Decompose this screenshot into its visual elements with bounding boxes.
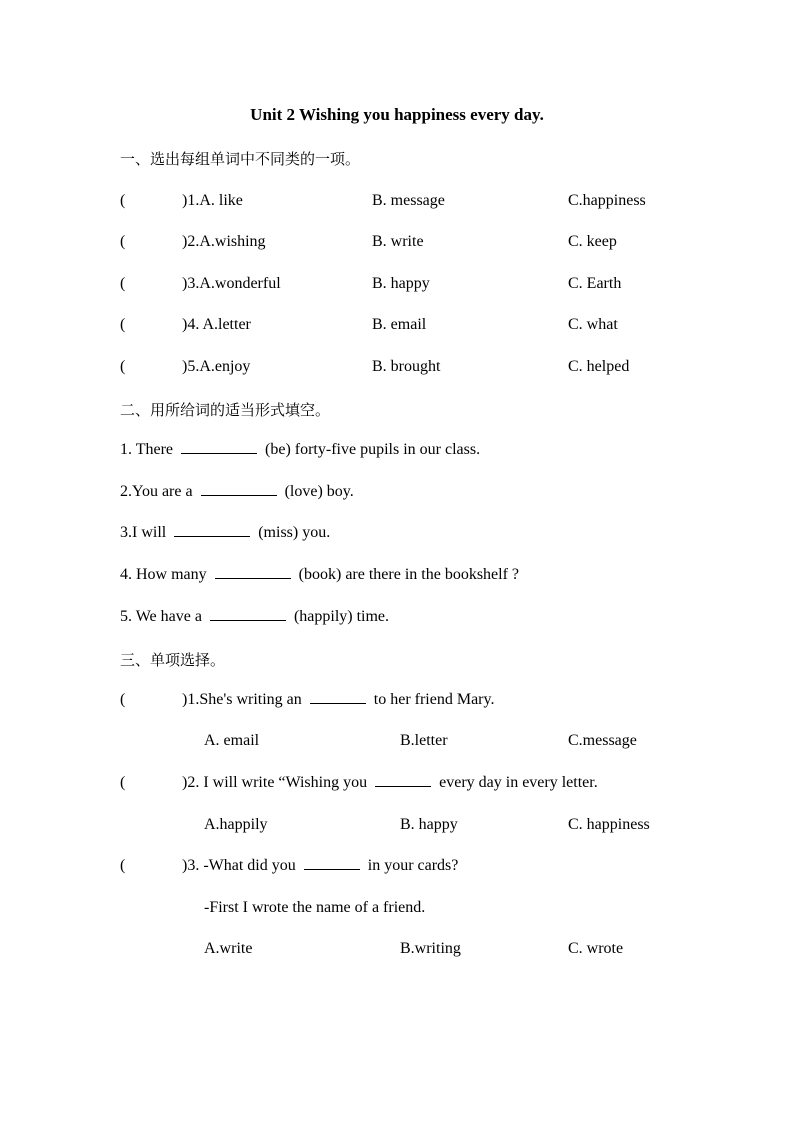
choice-b: B.letter: [400, 732, 448, 749]
sentence-start: 1. There: [120, 441, 174, 458]
choice-c: C.message: [568, 732, 637, 749]
answer-paren: (: [120, 358, 126, 375]
section3-question-3: [182, 857, 458, 875]
page-title: Unit 2 Wishing you happiness every day.: [250, 105, 544, 124]
answer-blank[interactable]: [201, 483, 277, 496]
question-start: )2. I will write “Wishing you: [182, 774, 368, 791]
option-b: B. email: [372, 316, 427, 333]
section2-item-5: [120, 608, 389, 626]
option-b: B. message: [372, 192, 445, 209]
sentence-end: (happily) time.: [293, 608, 390, 625]
section2-item-3: [120, 524, 330, 542]
section2-heading: 二、用所给词的适当形式填空。: [120, 401, 331, 419]
option-b: B. write: [372, 233, 424, 250]
sentence-end: (be) forty-five pupils in our class.: [265, 441, 481, 458]
answer-paren: (: [120, 275, 126, 292]
sentence-start: 5. We have a: [120, 608, 202, 625]
question-start: )1.She's writing an: [182, 691, 302, 708]
sentence-end: (book) are there in the bookshelf ?: [298, 566, 520, 583]
section3-heading: 三、单项选择。: [120, 651, 226, 669]
answer-paren: (: [120, 691, 126, 708]
option-c: C. what: [568, 316, 618, 333]
section2-item-1: [120, 441, 480, 459]
answer-blank[interactable]: [375, 774, 431, 787]
choice-b: B.writing: [400, 940, 461, 957]
option-c: C. Earth: [568, 275, 622, 292]
answer-blank[interactable]: [210, 608, 286, 621]
choice-a: A. email: [204, 732, 260, 749]
choice-a: A.write: [204, 940, 253, 957]
option-c: C.happiness: [568, 192, 646, 209]
choice-a: A.happily: [204, 816, 268, 833]
sentence-end: (love) boy.: [284, 483, 354, 500]
answer-blank[interactable]: [304, 857, 360, 870]
sentence-end: (miss) you.: [258, 524, 331, 541]
choice-c: C. wrote: [568, 940, 624, 957]
section3-question-1: [182, 691, 494, 709]
answer-blank[interactable]: [215, 566, 291, 579]
option-b: B. brought: [372, 358, 441, 375]
sentence-start: 2.You are a: [120, 483, 193, 500]
sentence-start: 4. How many: [120, 566, 207, 583]
section3-question-2: [182, 774, 598, 792]
section2-item-2: [120, 483, 354, 501]
option-a: )4. A.letter: [182, 316, 251, 333]
option-a: )5.A.enjoy: [182, 358, 251, 375]
answer-paren: (: [120, 316, 126, 333]
answer-paren: (: [120, 192, 126, 209]
choice-c: C. happiness: [568, 816, 650, 833]
answer-paren: (: [120, 233, 126, 250]
option-a: )3.A.wonderful: [182, 275, 281, 292]
section1-heading: 一、选出每组单词中不同类的一项。: [120, 150, 361, 168]
answer-paren: (: [120, 857, 126, 874]
answer-blank[interactable]: [174, 524, 250, 537]
choice-b: B. happy: [400, 816, 458, 833]
question-end: to her friend Mary.: [373, 691, 495, 708]
option-a: )2.A.wishing: [182, 233, 266, 250]
answer-paren: (: [120, 774, 126, 791]
question-line-2: -First I wrote the name of a friend.: [204, 899, 426, 916]
question-start: )3. -What did you: [182, 857, 296, 874]
option-b: B. happy: [372, 275, 430, 292]
section2-item-4: [120, 566, 519, 584]
question-end: in your cards?: [367, 857, 459, 874]
option-c: C. keep: [568, 233, 617, 250]
question-end: every day in every letter.: [439, 774, 598, 791]
answer-blank[interactable]: [310, 691, 366, 704]
option-a: )1.A. like: [182, 192, 243, 209]
sentence-start: 3.I will: [120, 524, 167, 541]
option-c: C. helped: [568, 358, 630, 375]
answer-blank[interactable]: [181, 441, 257, 454]
